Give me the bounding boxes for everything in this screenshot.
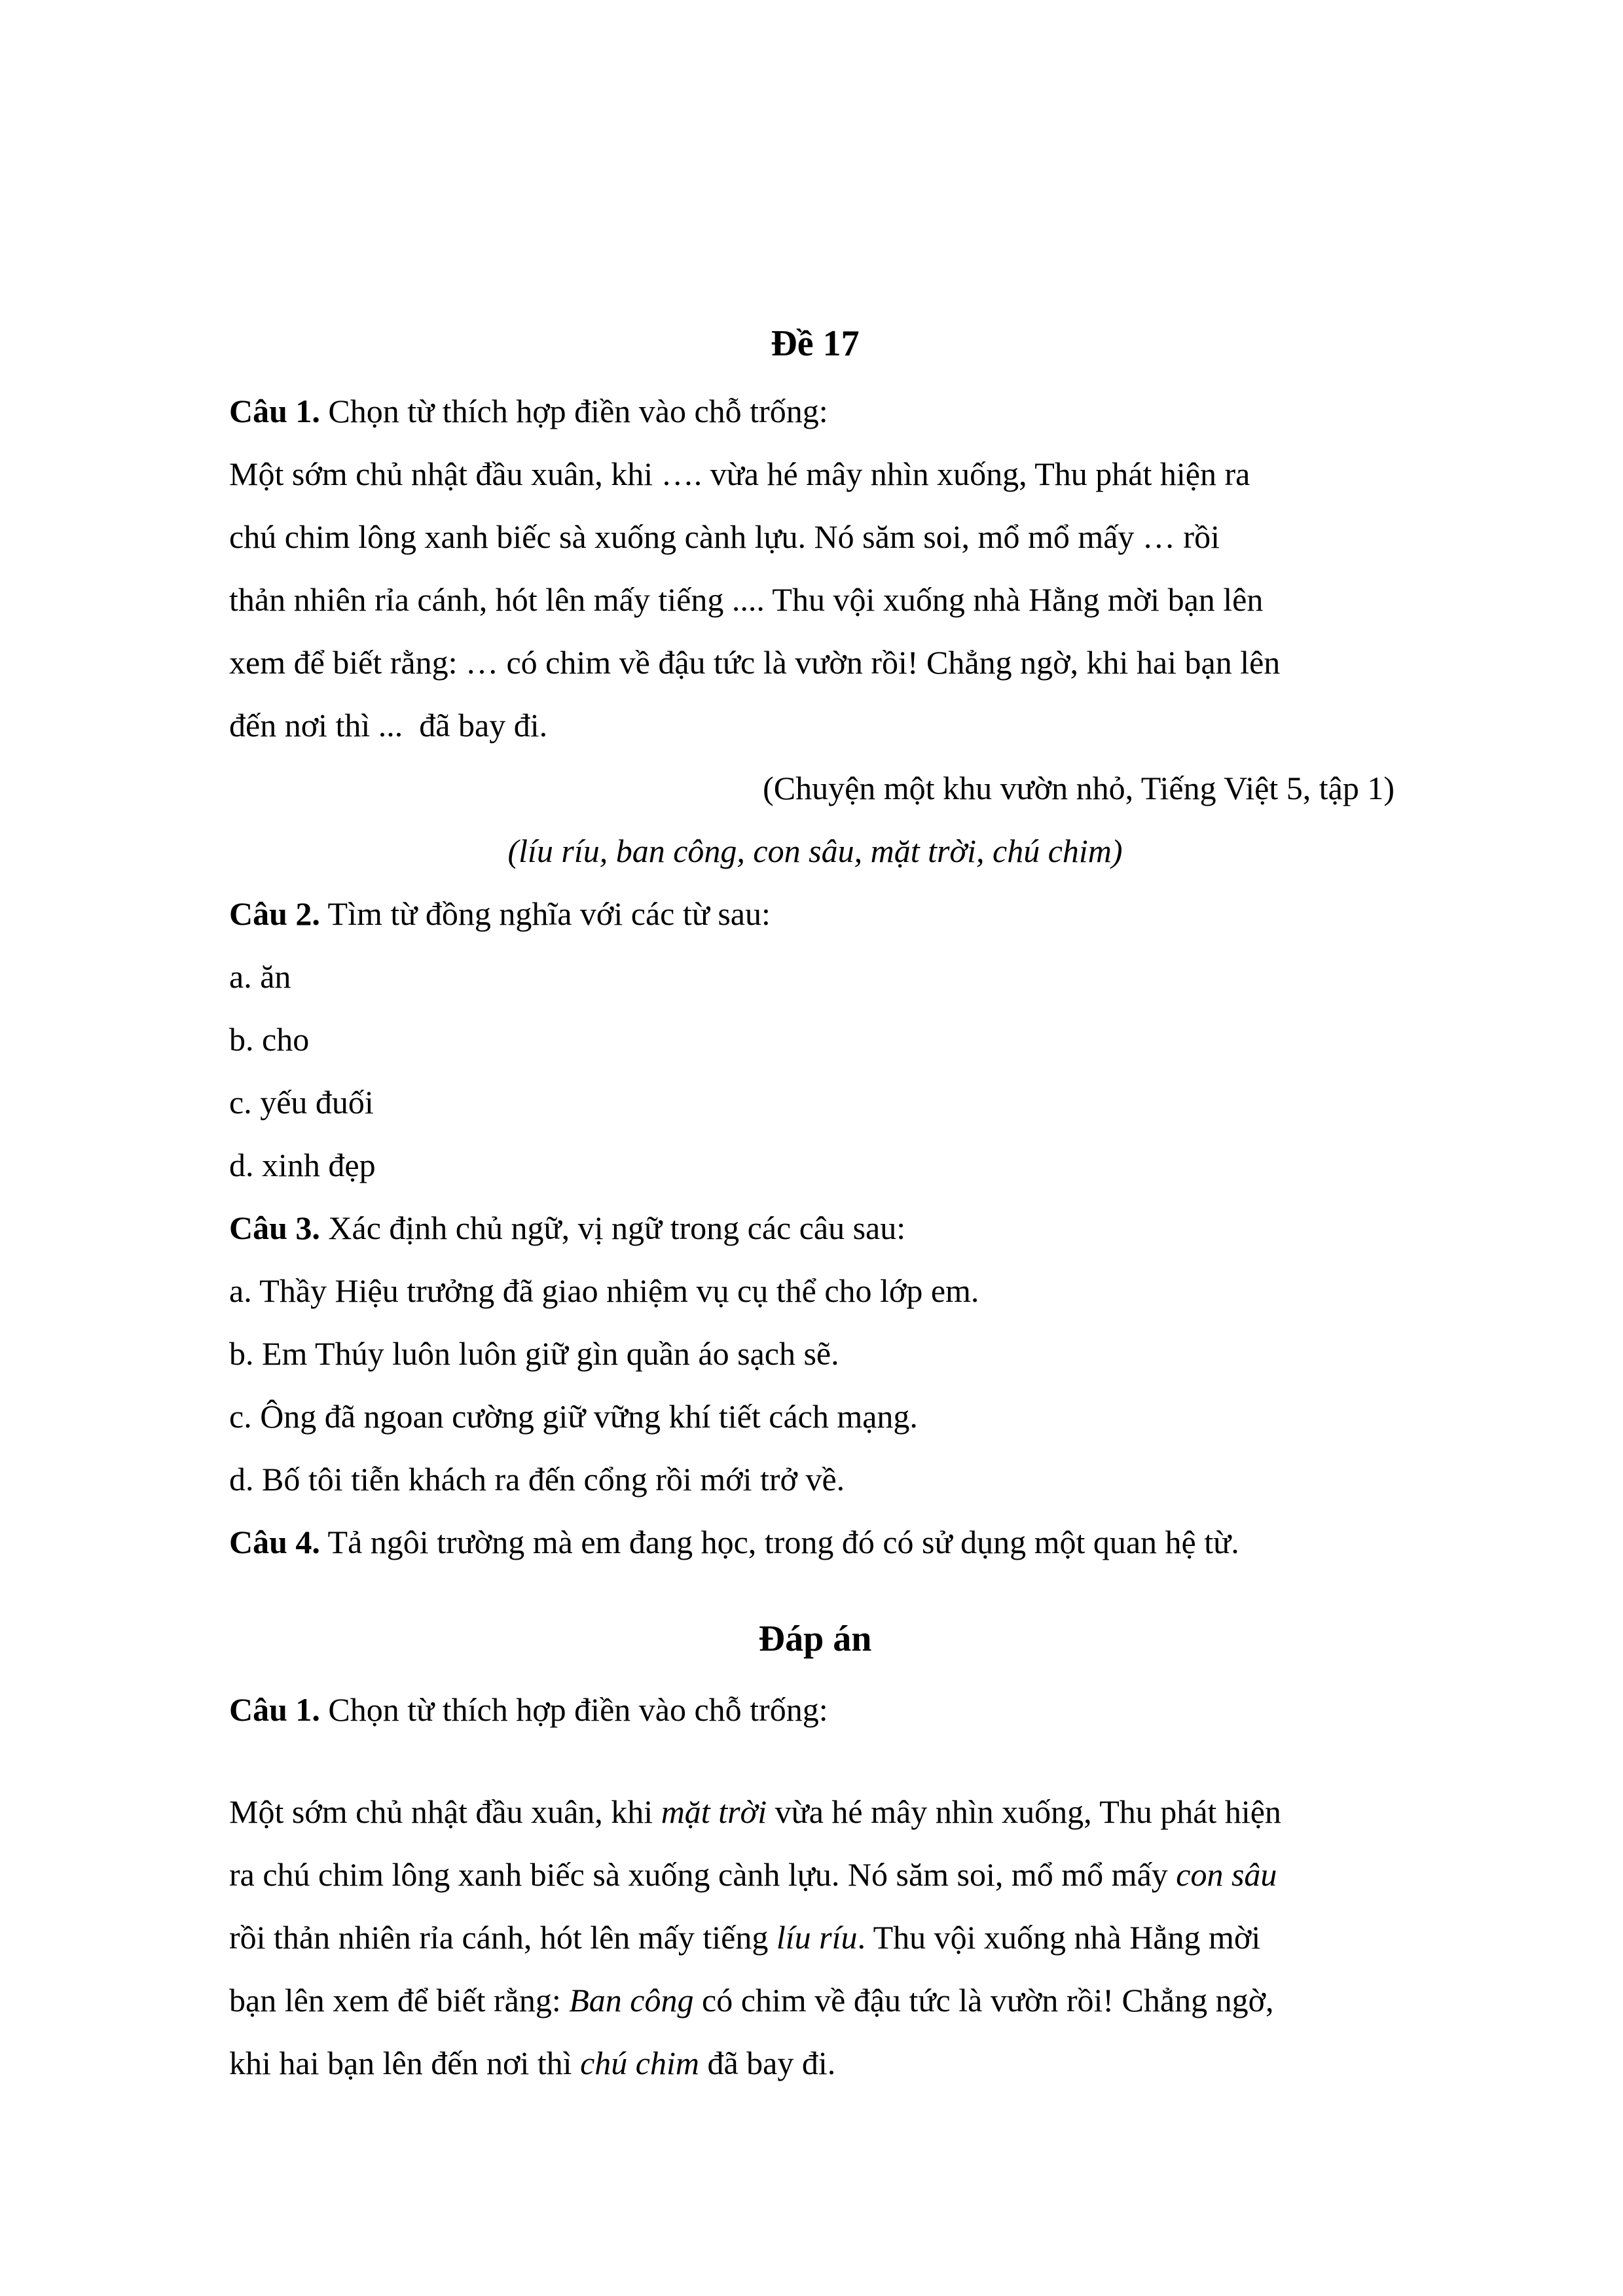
- question-3-prompt: [229, 1196, 1401, 1259]
- passage-line: Một sớm chủ nhật đầu xuân, khi …. vừa hé mây nhìn xuống, Thu phát hiện ra: [229, 456, 1250, 492]
- question-2-prompt: [229, 882, 1401, 945]
- list-item: c. Ông đã ngoan cường giữ vững khí tiết cách mạng.: [229, 1398, 918, 1435]
- passage-line: xem để biết rằng: … có chim về đậu tức là vườn rồi! Chẳng ngờ, khi hai bạn lên: [229, 644, 1281, 681]
- question-2-text: Tìm từ đồng nghĩa với các từ sau:: [327, 895, 771, 932]
- list-item: b. cho: [229, 1021, 310, 1058]
- answer-line: Một sớm chủ nhật đầu xuân, khi mặt trời vừa hé mây nhìn xuống, Thu phát hiện: [229, 1793, 1281, 1830]
- page-title: Đề 17: [771, 323, 860, 364]
- answer-line: bạn lên xem để biết rằng: Ban công có chim về đậu tức là vườn rồi! Chẳng ngờ,: [229, 1982, 1274, 2018]
- answer-1-label: Câu 1.: [229, 1691, 320, 1728]
- passage-line: đến nơi thì ... đã bay đi.: [229, 707, 548, 744]
- list-item: c. yếu đuối: [229, 1084, 374, 1121]
- list-item: b. Em Thúy luôn luôn giữ gìn quần áo sạch sẽ.: [229, 1335, 839, 1372]
- answer-line: ra chú chim lông xanh biếc sà xuống cành lựu. Nó săm soi, mổ mổ mấy con sâu: [229, 1856, 1277, 1893]
- question-4-text: Tả ngôi trường mà em đang học, trong đó có sử dụng một quan hệ từ.: [327, 1524, 1239, 1560]
- answer-1-text: Chọn từ thích hợp điền vào chỗ trống:: [328, 1691, 828, 1728]
- question-4-label: Câu 4.: [229, 1524, 320, 1560]
- list-item: a. Thầy Hiệu trưởng đã giao nhiệm vụ cụ thể cho lớp em.: [229, 1272, 979, 1309]
- word-options: (líu ríu, ban công, con sâu, mặt trời, chú chim): [507, 833, 1123, 869]
- list-item: d. xinh đẹp: [229, 1147, 376, 1183]
- question-1-text: Chọn từ thích hợp điền vào chỗ trống:: [328, 393, 828, 429]
- question-3-label: Câu 3.: [229, 1210, 320, 1246]
- passage-line: thản nhiên rỉa cánh, hót lên mấy tiếng .... Thu vội xuống nhà Hằng mời bạn lên: [229, 581, 1264, 618]
- document-page: [229, 308, 1401, 2094]
- list-item: d. Bố tôi tiễn khách ra đến cổng rồi mới trở về.: [229, 1461, 845, 1498]
- question-4-prompt: [229, 1511, 1401, 1573]
- list-item: a. ăn: [229, 958, 291, 995]
- question-3-text: Xác định chủ ngữ, vị ngữ trong các câu sau:: [328, 1210, 906, 1246]
- answer-1-prompt: [229, 1678, 1401, 1741]
- question-1-prompt: [229, 380, 1401, 442]
- answer-line: rồi thản nhiên rỉa cánh, hót lên mấy tiếng líu ríu. Thu vội xuống nhà Hằng mời: [229, 1919, 1261, 1956]
- answer-title: Đáp án: [758, 1619, 872, 1659]
- passage-line: chú chim lông xanh biếc sà xuống cành lựu. Nó săm soi, mổ mổ mấy … rồi: [229, 518, 1220, 555]
- question-1-label: Câu 1.: [229, 393, 320, 429]
- passage-source: (Chuyện một khu vườn nhỏ, Tiếng Việt 5, tập 1): [763, 770, 1395, 806]
- question-2-label: Câu 2.: [229, 895, 320, 932]
- answer-line: khi hai bạn lên đến nơi thì chú chim đã bay đi.: [229, 2045, 836, 2081]
